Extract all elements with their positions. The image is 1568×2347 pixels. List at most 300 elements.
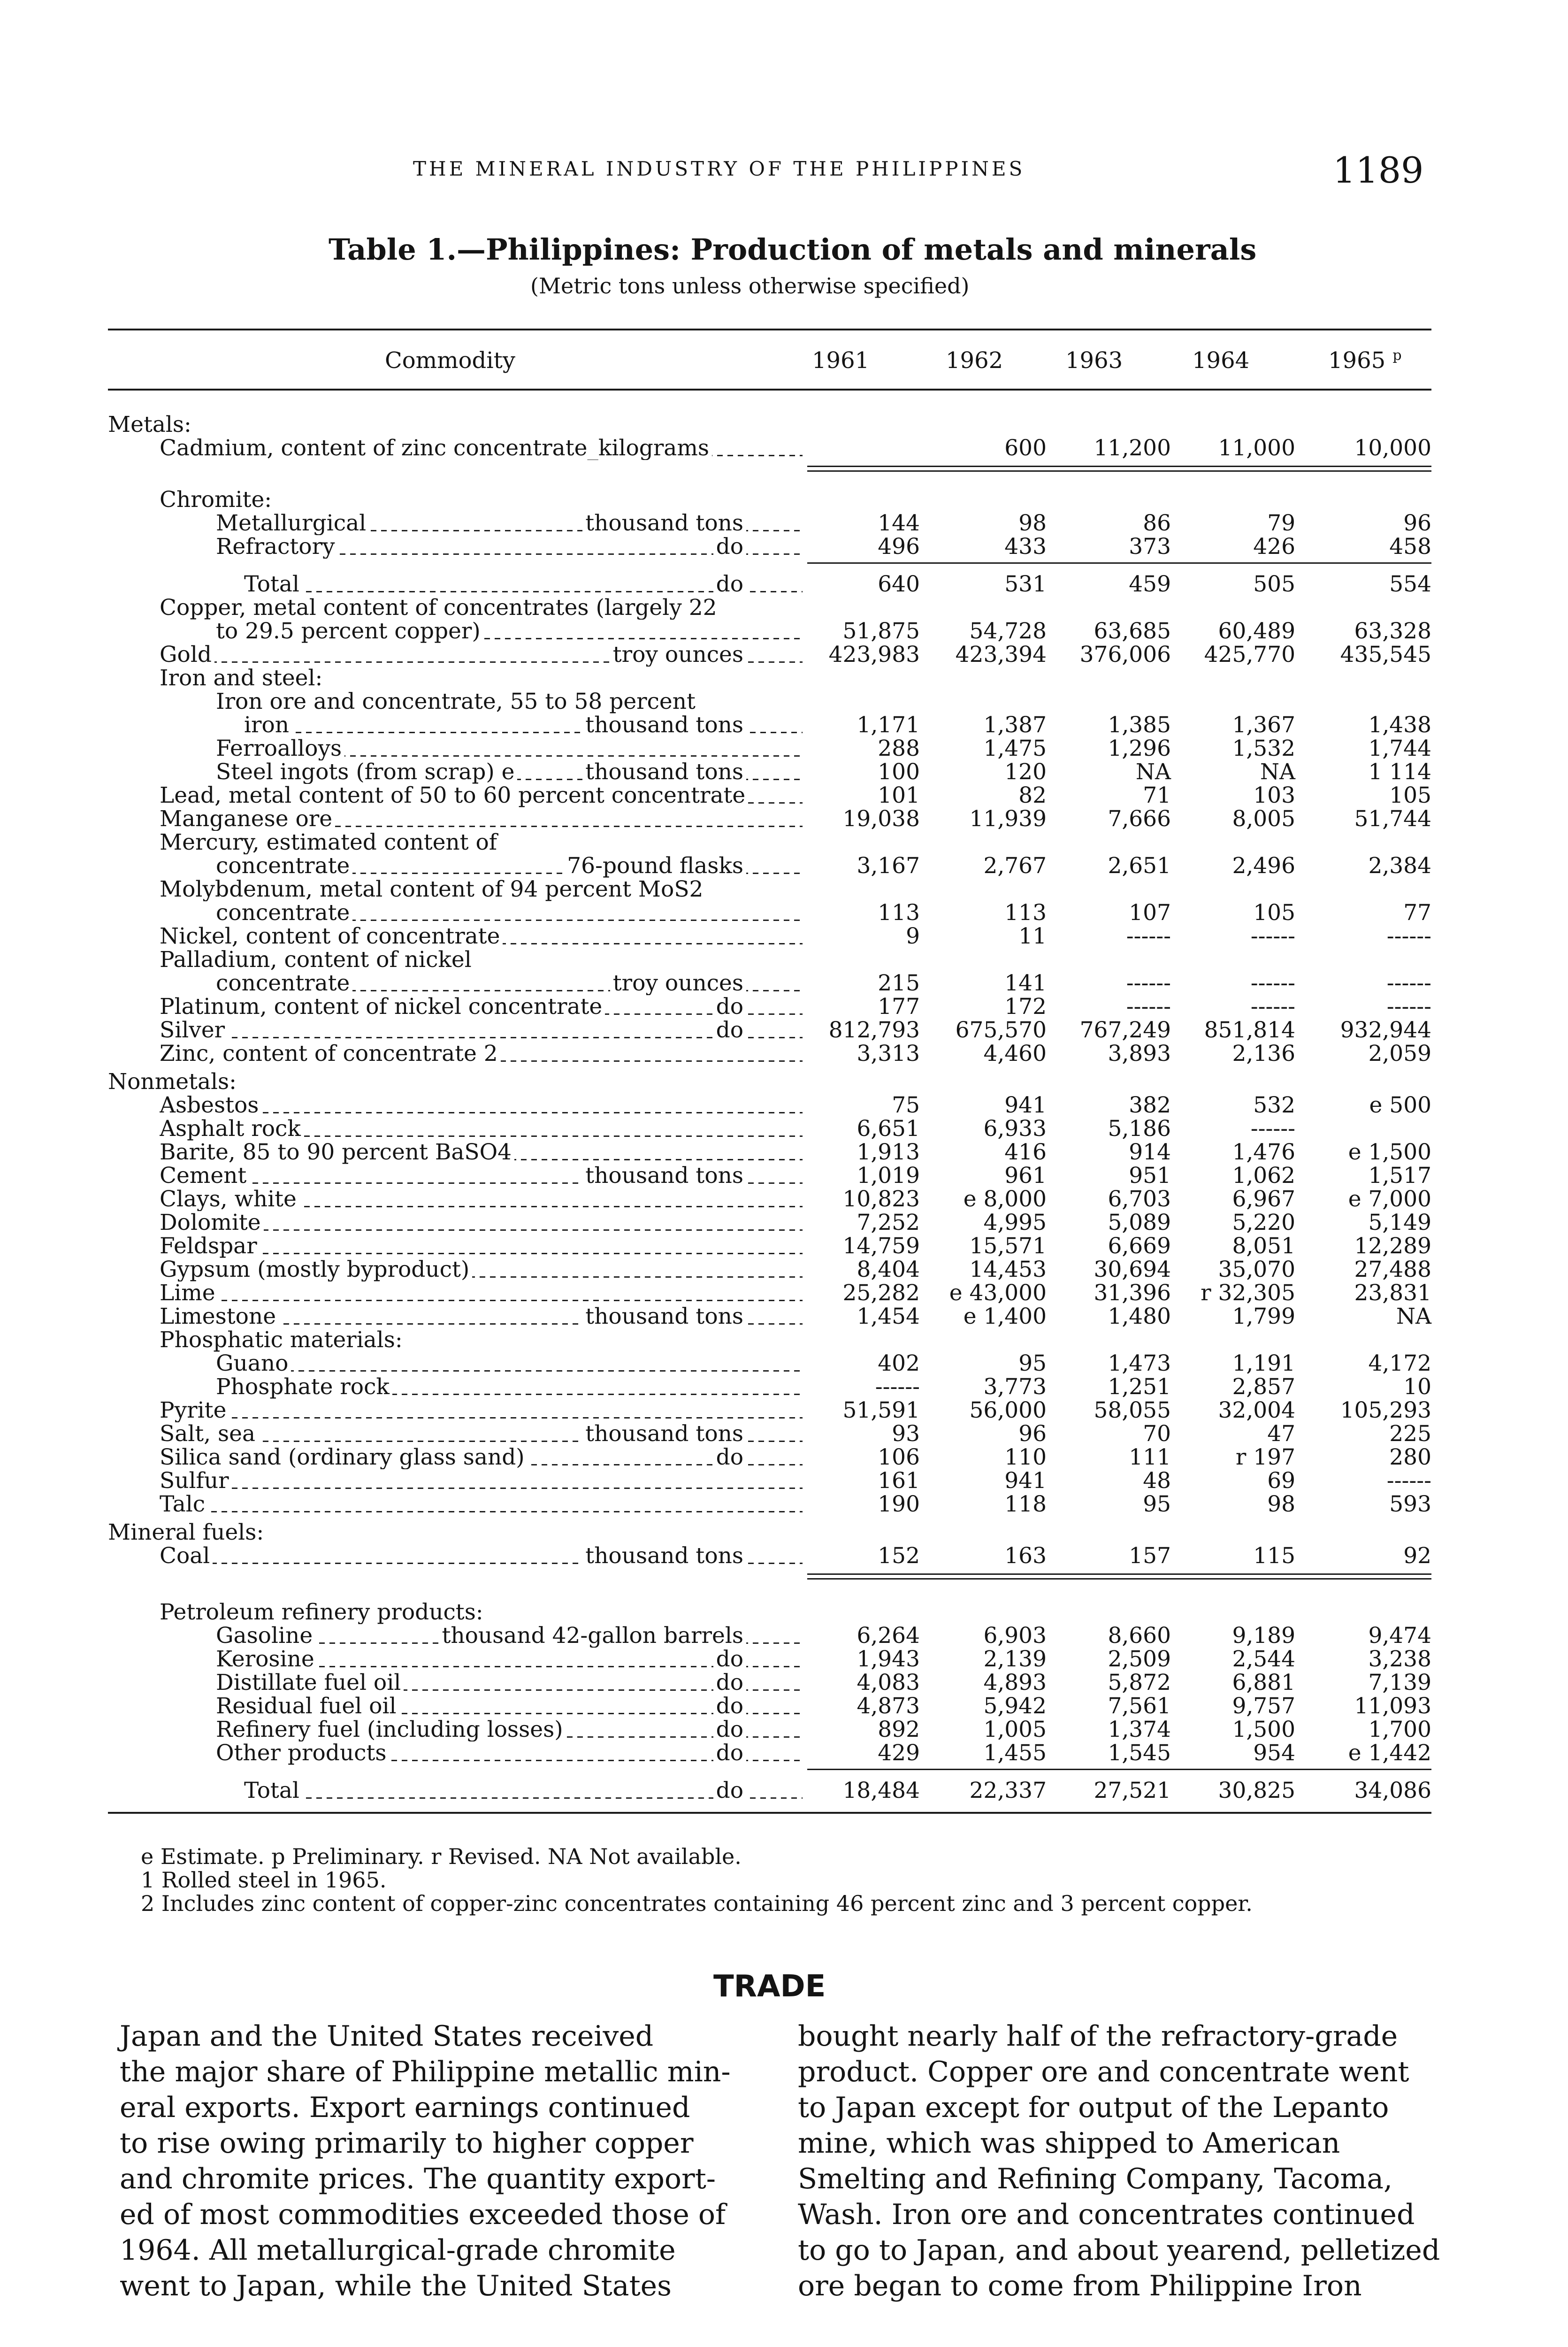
- cell-value: 25,282: [842, 1280, 920, 1306]
- table-row: [0, 995, 1568, 1019]
- table-row: [0, 596, 1568, 620]
- cell-value: 71: [1143, 782, 1171, 808]
- row-unit: thousand tons: [582, 1544, 746, 1568]
- table-row: [0, 1399, 1568, 1422]
- row-label: [216, 535, 803, 559]
- row-label: [160, 437, 803, 460]
- cell-value: 11,939: [969, 806, 1047, 832]
- cell-value: 48: [1143, 1468, 1171, 1494]
- table-row: [0, 878, 1568, 901]
- table-row: [0, 1164, 1568, 1188]
- cell-value: 2,767: [983, 853, 1047, 879]
- row-label: [160, 948, 803, 972]
- cell-value: 1,387: [983, 712, 1047, 738]
- cell-value: e 500: [1369, 1092, 1431, 1118]
- cell-value: ------: [1250, 923, 1295, 949]
- row-label-text: Talc: [160, 1493, 208, 1516]
- cell-value: 86: [1143, 510, 1171, 536]
- cell-value: 2,059: [1368, 1041, 1431, 1066]
- cell-value: 1,251: [1108, 1374, 1171, 1400]
- row-label: [216, 620, 803, 643]
- table-row: [0, 972, 1568, 995]
- text-line: 1964. All metallurgical-grade chromite: [120, 2234, 676, 2267]
- cell-value: 1,473: [1108, 1350, 1171, 1376]
- row-label: [160, 1211, 803, 1235]
- cell-value: 402: [878, 1350, 920, 1376]
- cell-value: e 1,442: [1348, 1740, 1431, 1766]
- cell-value: 2,384: [1368, 853, 1431, 879]
- double-rule: [807, 1578, 1431, 1580]
- cell-value: 101: [878, 782, 920, 808]
- cell-value: NA: [1135, 759, 1171, 785]
- trade-column-right: [798, 2018, 1440, 2304]
- cell-value: e 1,500: [1348, 1139, 1431, 1165]
- table-row: [0, 1281, 1568, 1305]
- cell-value: 9,189: [1232, 1623, 1295, 1649]
- row-label: [160, 1235, 803, 1258]
- cell-value: ------: [1250, 994, 1295, 1020]
- table-row: [0, 713, 1568, 737]
- row-label: [108, 413, 803, 437]
- row-unit: thousand tons: [582, 1164, 746, 1188]
- table-row: [0, 807, 1568, 831]
- cell-value: 429: [878, 1740, 920, 1766]
- row-label-text: Silver: [160, 1019, 228, 1042]
- row-label: [216, 854, 803, 878]
- cell-value: 6,967: [1232, 1186, 1295, 1212]
- cell-value: 640: [878, 571, 920, 597]
- row-label-text: Cadmium, content of zinc concentrate_kilograms: [160, 437, 712, 460]
- table-row: [0, 1648, 1568, 1671]
- preliminary-mark: p: [1392, 347, 1402, 364]
- table-row: [0, 1375, 1568, 1399]
- cell-value: 5,220: [1232, 1210, 1295, 1235]
- row-label: [216, 1624, 803, 1648]
- cell-value: 1 114: [1368, 759, 1431, 785]
- row-label: [160, 1258, 803, 1281]
- row-label: [108, 1521, 803, 1544]
- table-row: [0, 901, 1568, 925]
- cell-value: 1,438: [1368, 712, 1431, 738]
- row-label: [160, 784, 803, 807]
- cell-value: 141: [1004, 970, 1047, 996]
- cell-value: 1,296: [1108, 736, 1171, 761]
- row-label: [160, 1446, 803, 1469]
- cell-value: 56,000: [969, 1397, 1047, 1423]
- table-row: [0, 573, 1568, 596]
- cell-value: 11: [1018, 923, 1047, 949]
- cell-value: 111: [1129, 1444, 1171, 1470]
- cell-value: 95: [1018, 1350, 1047, 1376]
- cell-value: 3,773: [983, 1374, 1047, 1400]
- header-1965: 1965 $^p$: [1328, 347, 1402, 374]
- row-unit: do: [713, 1741, 746, 1765]
- table-row: [0, 1070, 1568, 1094]
- cell-value: 163: [1004, 1543, 1047, 1569]
- cell-value: 423,394: [955, 642, 1047, 667]
- cell-value: 1,385: [1108, 712, 1171, 738]
- row-label: [160, 667, 803, 690]
- cell-value: 4,995: [983, 1210, 1047, 1235]
- text-line: to rise owing primarily to higher copper: [120, 2127, 694, 2160]
- row-label-text: Palladium, content of nickel: [160, 948, 474, 972]
- table-row: [0, 1469, 1568, 1493]
- cell-value: 11,200: [1094, 435, 1171, 461]
- table-row: [0, 831, 1568, 854]
- cell-value: 6,669: [1108, 1233, 1171, 1259]
- cell-value: 2,544: [1232, 1646, 1295, 1672]
- cell-value: 15,571: [969, 1233, 1047, 1259]
- table-row: [0, 413, 1568, 437]
- cell-value: 812,793: [828, 1017, 920, 1043]
- table-row: [0, 620, 1568, 643]
- row-unit: thousand tons: [582, 1422, 746, 1446]
- cell-value: ------: [1386, 970, 1431, 996]
- cell-value: e 43,000: [949, 1280, 1047, 1306]
- cell-value: 288: [878, 736, 920, 761]
- table-row: [0, 1493, 1568, 1516]
- row-label-text: Petroleum refinery products:: [160, 1601, 486, 1624]
- cell-value: 10,000: [1354, 435, 1431, 461]
- row-unit: do: [713, 1019, 746, 1042]
- row-unit: 76-pound flasks: [564, 854, 746, 878]
- text-line: to go to Japan, and about yearend, pelletized: [798, 2234, 1440, 2267]
- text-line: product. Copper ore and concentrate went: [798, 2056, 1409, 2088]
- cell-value: 14,759: [842, 1233, 920, 1259]
- cell-value: 1,913: [857, 1139, 920, 1165]
- cell-value: 531: [1004, 571, 1047, 597]
- row-label-text: Ferroalloys: [216, 737, 344, 760]
- cell-value: e 8,000: [963, 1186, 1047, 1212]
- row-label: [216, 972, 803, 995]
- cell-value: 8,051: [1232, 1233, 1295, 1259]
- cell-value: 941: [1004, 1092, 1047, 1118]
- cell-value: 1,005: [983, 1717, 1047, 1742]
- cell-value: 7,561: [1108, 1693, 1171, 1719]
- row-label-text: Guano: [216, 1352, 291, 1375]
- cell-value: 34,086: [1354, 1778, 1431, 1803]
- cell-value: 105,293: [1340, 1397, 1431, 1423]
- cell-value: 1,062: [1232, 1163, 1295, 1189]
- cell-value: 18,484: [842, 1778, 920, 1803]
- row-label-text: Metallurgical: [216, 512, 369, 535]
- text-line: to Japan except for output of the Lepanto: [798, 2091, 1389, 2124]
- cell-value: 35,070: [1218, 1257, 1295, 1282]
- table-row: [0, 1671, 1568, 1695]
- cell-value: 435,545: [1340, 642, 1431, 667]
- cell-value: 30,825: [1218, 1778, 1295, 1803]
- cell-value: 3,167: [857, 853, 920, 879]
- cell-value: 459: [1129, 571, 1171, 597]
- cell-value: 23,831: [1354, 1280, 1431, 1306]
- cell-value: 6,881: [1232, 1670, 1295, 1695]
- row-label-text: Metals:: [108, 413, 194, 437]
- row-label-text: Kerosine: [216, 1648, 317, 1671]
- header-1964: 1964: [1192, 347, 1250, 374]
- table-row: [0, 1624, 1568, 1648]
- subtotal-rule: [807, 562, 1431, 564]
- cell-value: 8,005: [1232, 806, 1295, 832]
- row-label-text: Refractory: [216, 535, 338, 559]
- footnote: e Estimate. p Preliminary. r Revised. NA Not available.: [141, 1844, 742, 1869]
- cell-value: 11,000: [1218, 435, 1295, 461]
- cell-value: 69: [1267, 1468, 1295, 1494]
- row-unit: do: [713, 573, 746, 596]
- cell-value: 105: [1389, 782, 1431, 808]
- text-line: bought nearly half of the refractory-grade: [798, 2020, 1398, 2053]
- cell-value: 2,857: [1232, 1374, 1295, 1400]
- row-label: [160, 1493, 803, 1516]
- row-label: [160, 1544, 803, 1568]
- cell-value: 9,474: [1368, 1623, 1431, 1649]
- table-row: [0, 1258, 1568, 1281]
- cell-value: 961: [1004, 1163, 1047, 1189]
- cell-value: 4,083: [857, 1670, 920, 1695]
- cell-value: 1,744: [1368, 736, 1431, 761]
- footnotes: [141, 1845, 1253, 1915]
- row-label: [216, 901, 803, 925]
- table-subtitle: (Metric tons unless otherwise specified): [530, 273, 970, 299]
- cell-value: ------: [1250, 970, 1295, 996]
- row-label-text: concentrate: [216, 972, 352, 995]
- cell-value: r 32,305: [1201, 1280, 1295, 1306]
- cell-value: 2,651: [1108, 853, 1171, 879]
- row-label-text: Salt, sea: [160, 1422, 258, 1446]
- cell-value: 106: [878, 1444, 920, 1470]
- row-label-text: Chromite:: [160, 488, 275, 512]
- row-label: [216, 1671, 803, 1695]
- cell-value: 6,264: [857, 1623, 920, 1649]
- table-row: [0, 1718, 1568, 1741]
- row-unit: do: [713, 1695, 746, 1718]
- cell-value: 951: [1129, 1163, 1171, 1189]
- row-unit: do: [713, 1446, 746, 1469]
- cell-value: 2,509: [1108, 1646, 1171, 1672]
- row-label: [160, 488, 803, 512]
- cell-value: 110: [1004, 1444, 1047, 1470]
- cell-value: 425,770: [1204, 642, 1295, 667]
- row-label-text: Gypsum (mostly byproduct): [160, 1258, 472, 1281]
- row-unit: thousand tons: [582, 760, 746, 784]
- row-unit: thousand 42-gallon barrels: [439, 1624, 746, 1648]
- cell-value: 118: [1004, 1491, 1047, 1517]
- row-label-text: Silica sand (ordinary glass sand): [160, 1446, 528, 1469]
- table-row: [0, 1741, 1568, 1765]
- cell-value: 51,591: [842, 1397, 920, 1423]
- table-row: [0, 1141, 1568, 1164]
- cell-value: 3,313: [857, 1041, 920, 1066]
- cell-value: 941: [1004, 1468, 1047, 1494]
- text-line: the major share of Philippine metallic min-: [120, 2056, 731, 2088]
- cell-value: 3,893: [1108, 1041, 1171, 1066]
- row-label: [216, 1741, 803, 1765]
- row-label-text: Mineral fuels:: [108, 1521, 267, 1544]
- cell-value: 1,367: [1232, 712, 1295, 738]
- cell-value: 63,328: [1354, 618, 1431, 644]
- cell-value: 10,823: [842, 1186, 920, 1212]
- cell-value: 98: [1018, 510, 1047, 536]
- table-row: [0, 1305, 1568, 1328]
- cell-value: 6,903: [983, 1623, 1047, 1649]
- cell-value: 954: [1253, 1740, 1295, 1766]
- row-label: [160, 643, 803, 667]
- row-label: [160, 596, 803, 620]
- table-row: [0, 1117, 1568, 1141]
- cell-value: ------: [1126, 994, 1171, 1020]
- row-unit: thousand tons: [582, 1305, 746, 1328]
- row-label-text: concentrate: [216, 854, 352, 878]
- cell-value: 2,139: [983, 1646, 1047, 1672]
- cell-value: 22,337: [969, 1778, 1047, 1803]
- cell-value: 426: [1253, 534, 1295, 560]
- cell-value: 1,191: [1232, 1350, 1295, 1376]
- table-row: [0, 925, 1568, 948]
- row-label: [160, 831, 803, 854]
- double-rule: [807, 466, 1431, 467]
- header-1961: 1961: [812, 347, 870, 374]
- row-label: [160, 1328, 803, 1352]
- cell-value: 27,488: [1354, 1257, 1431, 1282]
- row-label: [216, 512, 803, 535]
- cell-value: 1,019: [857, 1163, 920, 1189]
- row-label-text: concentrate: [216, 901, 352, 925]
- cell-value: 1,517: [1368, 1163, 1431, 1189]
- cell-value: 120: [1004, 759, 1047, 785]
- cell-value: 93: [892, 1421, 920, 1447]
- cell-value: 63,685: [1094, 618, 1171, 644]
- cell-value: 58,055: [1094, 1397, 1171, 1423]
- cell-value: 5,149: [1368, 1210, 1431, 1235]
- cell-value: 376,006: [1079, 642, 1171, 667]
- cell-value: 177: [878, 994, 920, 1020]
- cell-value: 51,744: [1354, 806, 1431, 832]
- table-row: [0, 690, 1568, 713]
- header-1962: 1962: [946, 347, 1003, 374]
- row-label-text: iron: [244, 713, 292, 737]
- row-label: [108, 1070, 803, 1094]
- cell-value: 11,093: [1354, 1693, 1431, 1719]
- table-row: [0, 437, 1568, 460]
- cell-value: 75: [892, 1092, 920, 1118]
- cell-value: 60,489: [1218, 618, 1295, 644]
- table-row: [0, 760, 1568, 784]
- row-label-text: Pyrite: [160, 1399, 229, 1422]
- cell-value: 4,893: [983, 1670, 1047, 1695]
- row-label-text: Lime: [160, 1281, 218, 1305]
- table-row: [0, 737, 1568, 760]
- footnote: 2 Includes zinc content of copper-zinc concentrates containing 46 percent zinc and 3 percent copper.: [141, 1891, 1253, 1916]
- cell-value: 767,249: [1079, 1017, 1171, 1043]
- row-label-text: Gold: [160, 643, 214, 667]
- cell-value: 47: [1267, 1421, 1295, 1447]
- table-row: [0, 1235, 1568, 1258]
- cell-value: 92: [1403, 1543, 1431, 1569]
- table-row: [0, 784, 1568, 807]
- cell-value: 96: [1018, 1421, 1047, 1447]
- row-label-text: Iron and steel:: [160, 667, 325, 690]
- cell-value: 433: [1004, 534, 1047, 560]
- row-label: [216, 760, 803, 784]
- table-row: [0, 512, 1568, 535]
- cell-value: 19,038: [842, 806, 920, 832]
- row-label-text: Phosphatic materials:: [160, 1328, 405, 1352]
- table-row: [0, 488, 1568, 512]
- row-label-text: Dolomite: [160, 1211, 264, 1235]
- cell-value: 5,186: [1108, 1116, 1171, 1142]
- cell-value: 496: [878, 534, 920, 560]
- text-line: Wash. Iron ore and concentrates continued: [798, 2198, 1415, 2231]
- cell-value: 6,933: [983, 1116, 1047, 1142]
- cell-value: 1,480: [1108, 1304, 1171, 1329]
- row-label-text: Sulfur: [160, 1469, 232, 1493]
- cell-value: 51,875: [842, 618, 920, 644]
- row-unit: do: [713, 1671, 746, 1695]
- header-commodity: Commodity: [385, 347, 516, 374]
- row-label-text: Limestone: [160, 1305, 279, 1328]
- row-label-text: Asphalt rock: [160, 1117, 304, 1141]
- row-unit: do: [713, 1648, 746, 1671]
- cell-value: 1,476: [1232, 1139, 1295, 1165]
- row-label-text: Steel ingots (from scrap) e: [216, 760, 517, 784]
- running-head: THE MINERAL INDUSTRY OF THE PHILIPPINES: [413, 157, 1025, 180]
- cell-value: 12,289: [1354, 1233, 1431, 1259]
- cell-value: 27,521: [1094, 1778, 1171, 1803]
- cell-value: 10: [1403, 1374, 1431, 1400]
- table-row: [0, 1521, 1568, 1544]
- cell-value: 1,500: [1232, 1717, 1295, 1742]
- row-label: [216, 1648, 803, 1671]
- cell-value: ------: [1126, 970, 1171, 996]
- table-title: Table 1.—Philippines: Production of metals and minerals: [329, 232, 1257, 267]
- double-rule: [807, 1573, 1431, 1575]
- cell-value: 5,942: [983, 1693, 1047, 1719]
- cell-value: 8,404: [857, 1257, 920, 1282]
- table-row: [0, 1601, 1568, 1624]
- cell-value: 103: [1253, 782, 1295, 808]
- row-label: [160, 1601, 803, 1624]
- cell-value: 416: [1004, 1139, 1047, 1165]
- row-label-text: Iron ore and concentrate, 55 to 58 percent: [216, 690, 698, 713]
- table-bottom-rule: [108, 1812, 1431, 1814]
- header-1963: 1963: [1065, 347, 1123, 374]
- table-row: [0, 1042, 1568, 1066]
- row-label: [160, 1469, 803, 1493]
- cell-value: 98: [1267, 1491, 1295, 1517]
- text-line: mine, which was shipped to American: [798, 2127, 1340, 2160]
- cell-value: 1,532: [1232, 736, 1295, 761]
- cell-value: ------: [1386, 1468, 1431, 1494]
- cell-value: 95: [1143, 1491, 1171, 1517]
- row-unit: do: [713, 1779, 746, 1802]
- row-label-text: Asbestos: [160, 1094, 261, 1117]
- text-line: went to Japan, while the United States: [120, 2270, 672, 2302]
- row-label: [160, 1094, 803, 1117]
- cell-value: 7,252: [857, 1210, 920, 1235]
- cell-value: NA: [1260, 759, 1295, 785]
- cell-value: 113: [878, 900, 920, 926]
- row-label: [216, 1695, 803, 1718]
- row-label: [160, 1141, 803, 1164]
- row-label-text: Nonmetals:: [108, 1070, 239, 1094]
- table-row: [0, 1422, 1568, 1446]
- cell-value: 100: [878, 759, 920, 785]
- cell-value: 79: [1267, 510, 1295, 536]
- double-rule: [807, 470, 1431, 472]
- cell-value: 82: [1018, 782, 1047, 808]
- row-label: [160, 1281, 803, 1305]
- cell-value: 14,453: [969, 1257, 1047, 1282]
- row-label-text: Gasoline: [216, 1624, 315, 1648]
